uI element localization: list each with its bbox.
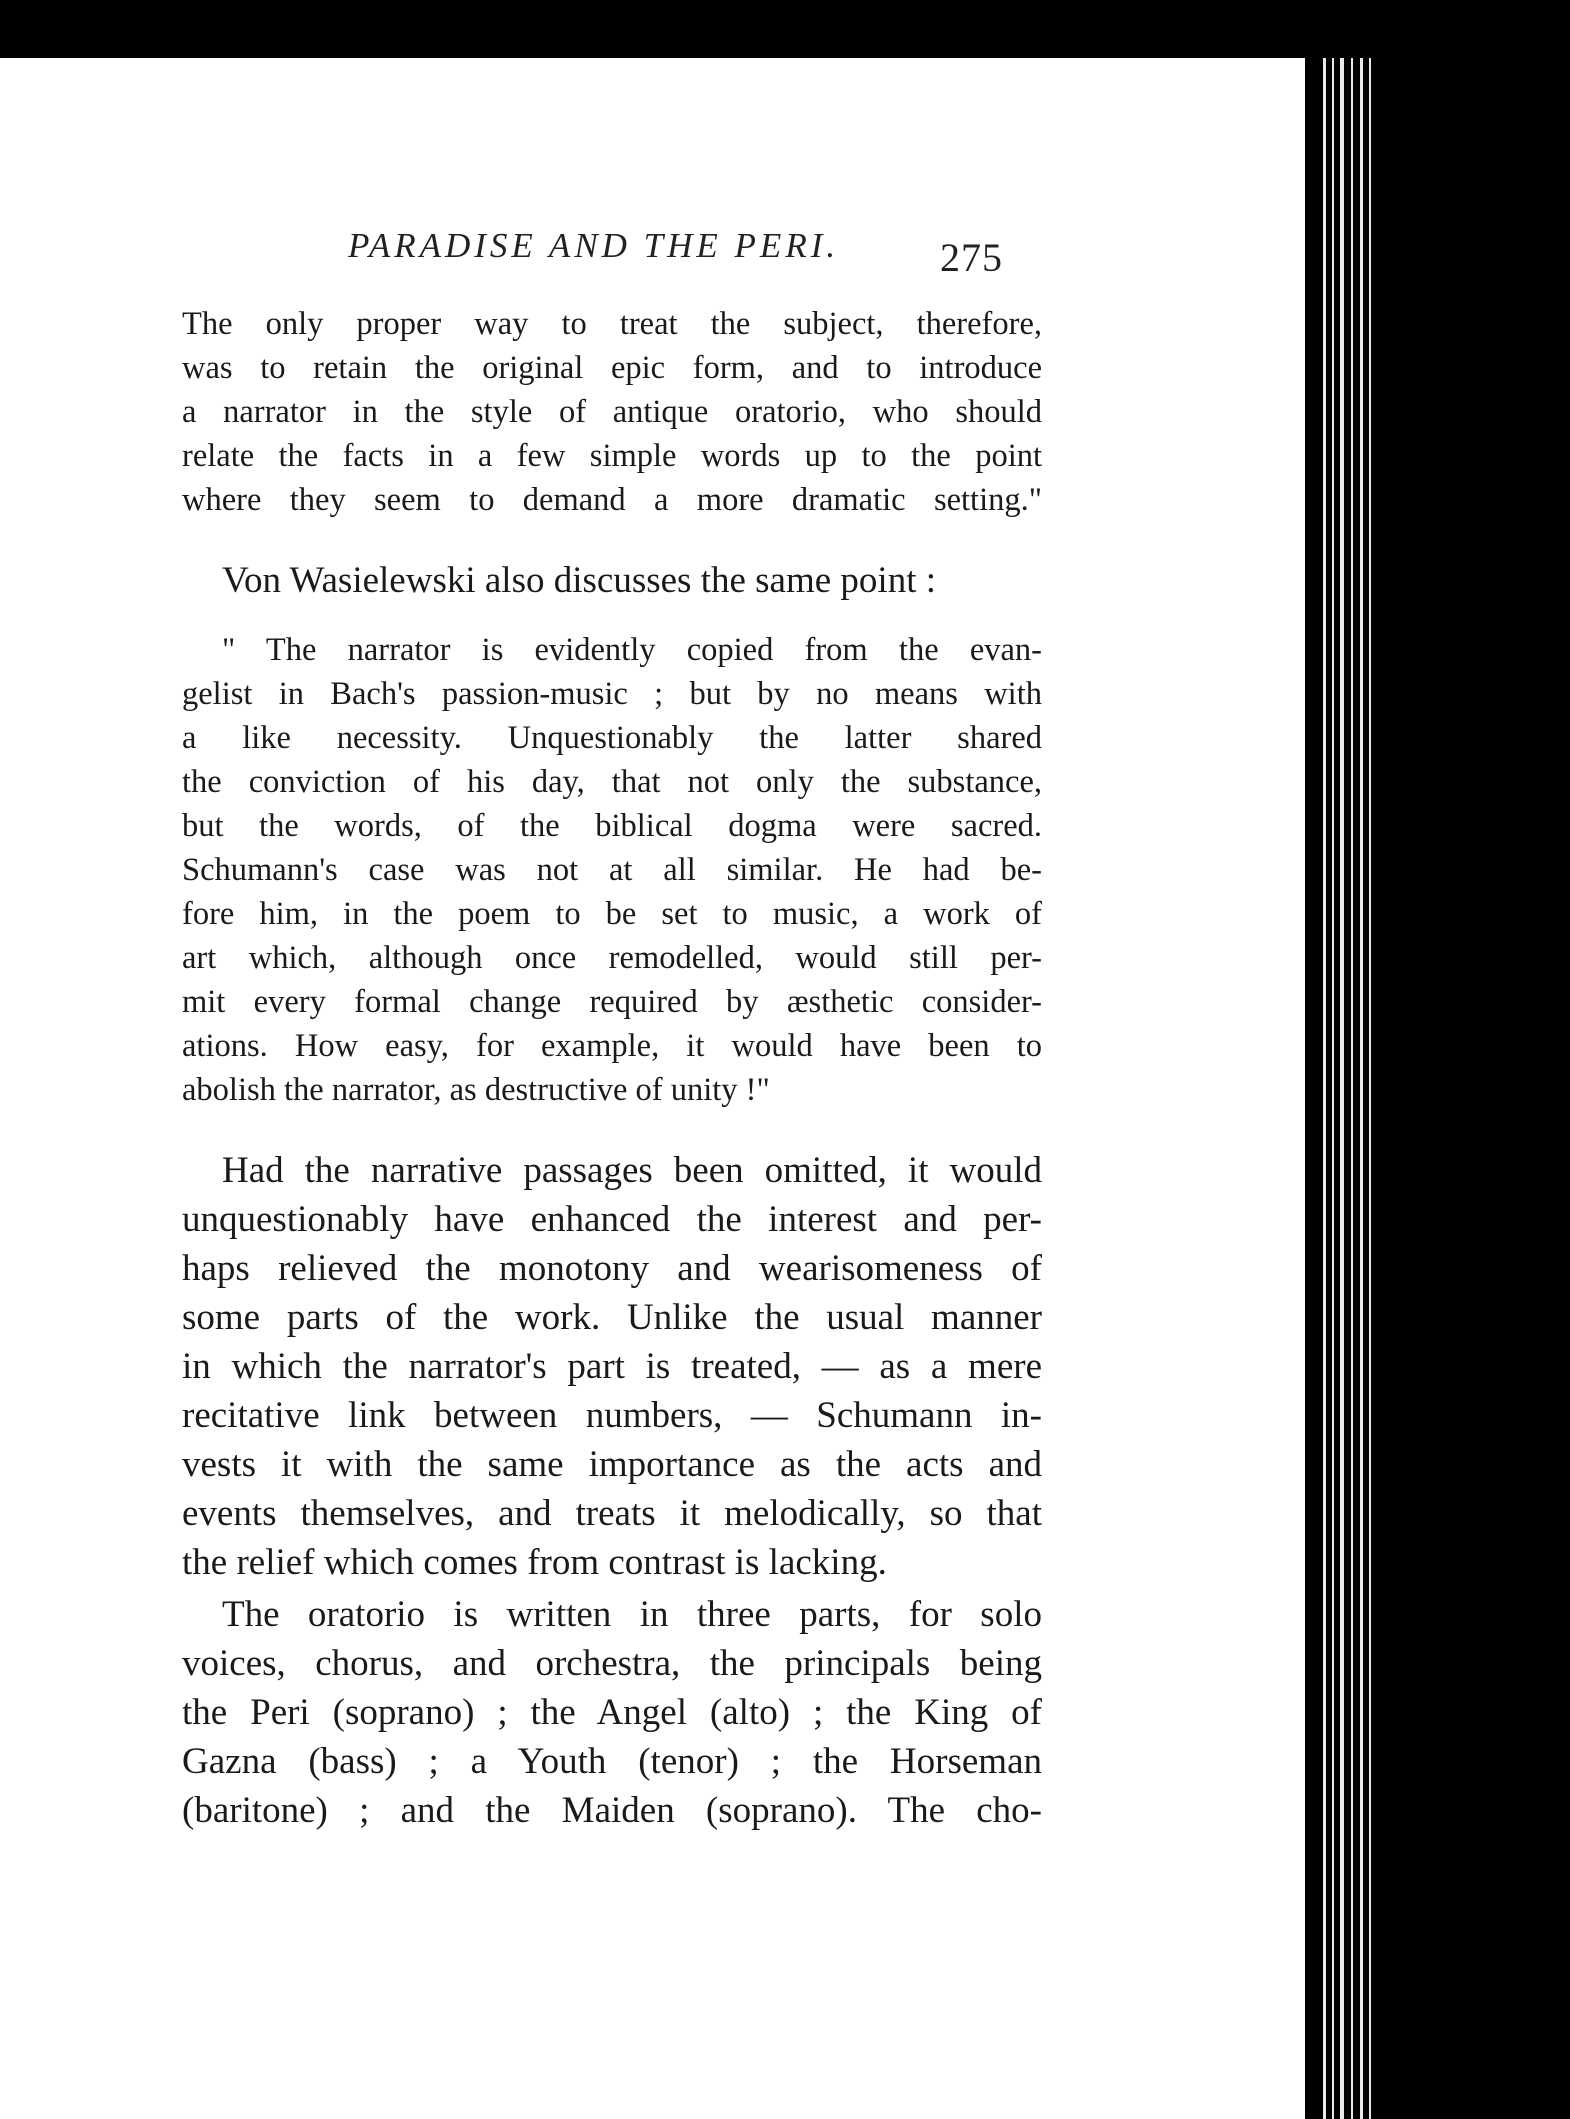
paragraph-oratorio (182, 1590, 1042, 1835)
text-line: in which the narrator's part is treated, — as a mere (182, 1346, 1042, 1387)
text-line: gelist in Bach's passion-music ; but by no means with (182, 676, 1042, 712)
book-edge (1305, 58, 1570, 2119)
text-line: " The narrator is evidently copied from the evan- (222, 632, 1042, 668)
text-line: haps relieved the monotony and wearisomeness of (182, 1248, 1042, 1289)
text-line: (baritone) ; and the Maiden (soprano). The cho- (182, 1790, 1042, 1831)
page-number: 275 (940, 235, 1003, 280)
text-line: mit every formal change required by æsthetic consider- (182, 984, 1042, 1020)
text-line: ations. How easy, for example, it would have been to (182, 1028, 1042, 1064)
text-line: The only proper way to treat the subject, therefore, (182, 306, 1042, 342)
paragraph-block-quote (182, 628, 1042, 1112)
paragraph-intro (182, 556, 1042, 605)
running-title: PARADISE AND THE PERI. (348, 226, 840, 265)
text-line: where they seem to demand a more dramatic setting." (182, 482, 1042, 518)
text-line: Had the narrative passages been omitted, it would (222, 1150, 1042, 1191)
text-line: voices, chorus, and orchestra, the principals being (182, 1643, 1042, 1684)
text-line: recitative link between numbers, — Schumann in- (182, 1395, 1042, 1436)
scan-top-border (0, 0, 1570, 58)
paragraph-quote-end (182, 302, 1042, 522)
running-head (180, 222, 1060, 280)
paragraph-narrative (182, 1146, 1042, 1587)
text-line: events themselves, and treats it melodically, so that (182, 1493, 1042, 1534)
text-line: relate the facts in a few simple words up to the point (182, 438, 1042, 474)
text-line: art which, although once remodelled, would still per- (182, 940, 1042, 976)
text-line: Schumann's case was not at all similar. He had be- (182, 852, 1042, 888)
text-line: was to retain the original epic form, and to introduce (182, 350, 1042, 386)
text-line: the Peri (soprano) ; the Angel (alto) ; the King of (182, 1692, 1042, 1733)
text-line: the conviction of his day, that not only the substance, (182, 764, 1042, 800)
text-line: a like necessity. Unquestionably the latter shared (182, 720, 1042, 756)
text-line: but the words, of the biblical dogma were sacred. (182, 808, 1042, 844)
text-line: The oratorio is written in three parts, for solo (222, 1594, 1042, 1635)
text-line: abolish the narrator, as destructive of unity !" (182, 1072, 770, 1108)
text-line: some parts of the work. Unlike the usual manner (182, 1297, 1042, 1338)
text-line: Von Wasielewski also discusses the same point : (222, 560, 937, 601)
text-line: fore him, in the poem to be set to music, a work of (182, 896, 1042, 932)
text-line: unquestionably have enhanced the interest and per- (182, 1199, 1042, 1240)
text-line: vests it with the same importance as the acts and (182, 1444, 1042, 1485)
text-line: the relief which comes from contrast is lacking. (182, 1542, 887, 1583)
text-line: Gazna (bass) ; a Youth (tenor) ; the Horseman (182, 1741, 1042, 1782)
text-line: a narrator in the style of antique oratorio, who should (182, 394, 1042, 430)
